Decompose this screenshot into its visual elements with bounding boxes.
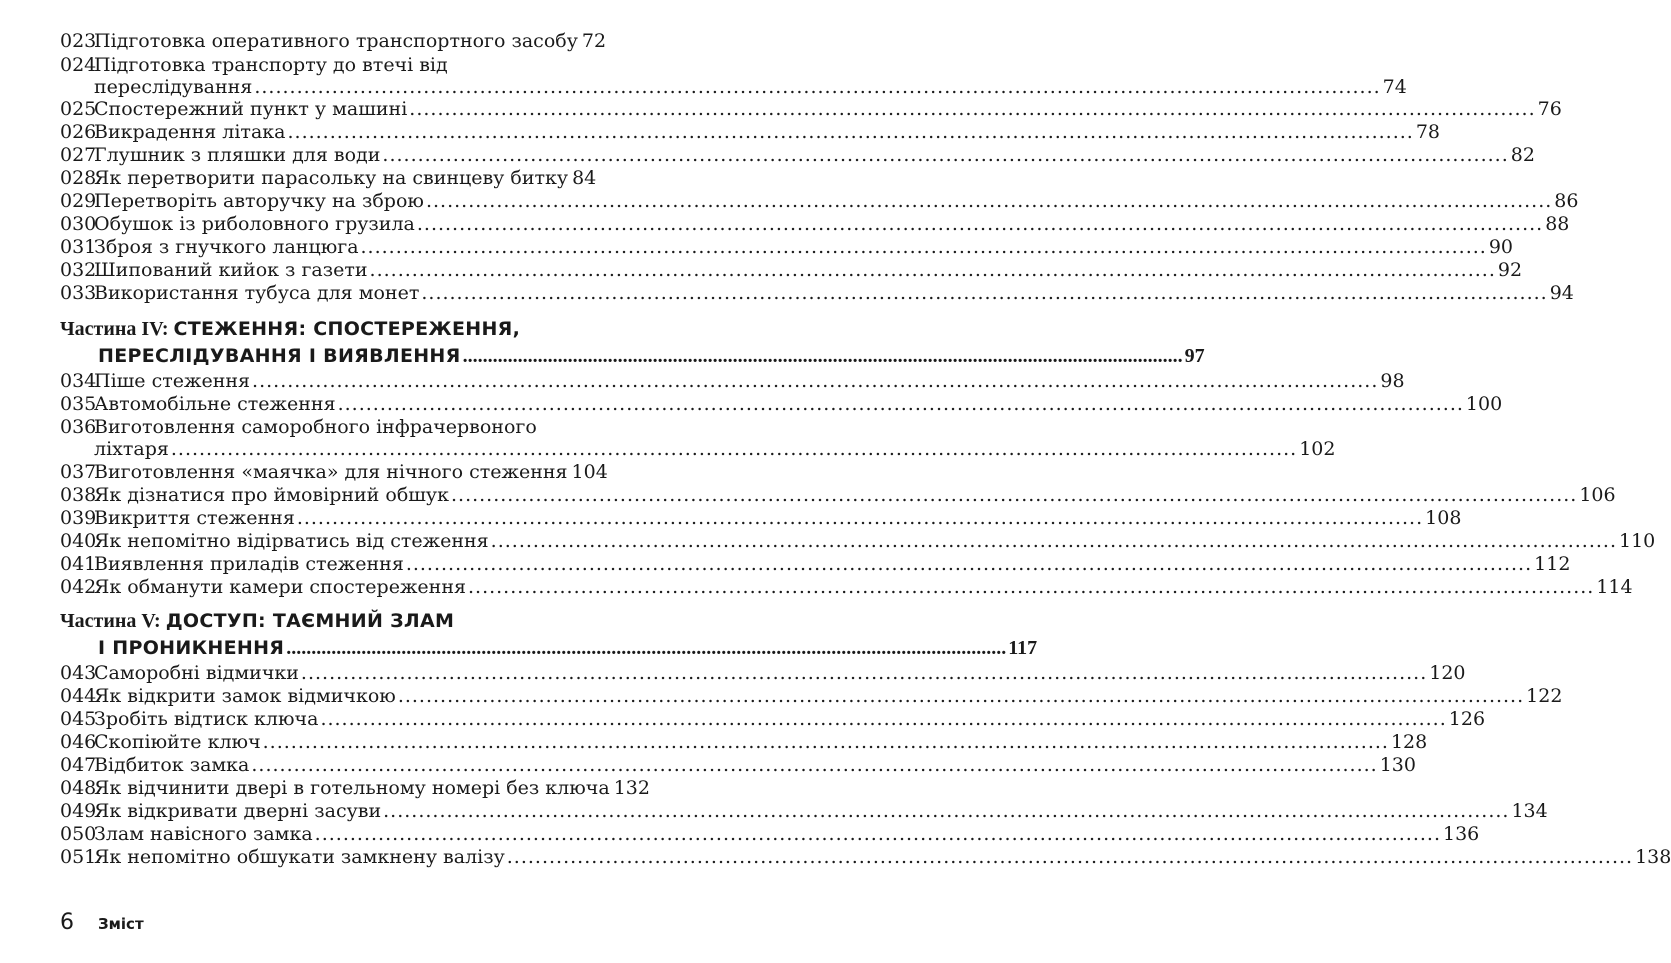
page-number: 6 [60, 910, 74, 935]
dot-leader [297, 507, 1423, 529]
toc-entry-045 [60, 708, 1486, 730]
entry-title: Злам навісного замка [94, 823, 313, 845]
entry-title: Скопіюйте ключ [94, 731, 261, 753]
toc-entry-028 [60, 167, 597, 189]
toc-entry-042 [60, 576, 1633, 598]
dot-leader [171, 438, 1297, 460]
dot-leader [286, 635, 1006, 662]
entry-title: Перетворіть авторучку на зброю [94, 190, 424, 212]
entry-page: 138 [1635, 846, 1671, 868]
entry-number: 027 [60, 144, 97, 166]
entry-page: 102 [1299, 438, 1336, 460]
toc-entry-051 [60, 846, 1671, 868]
dot-leader [287, 121, 1413, 143]
entry-number: 048 [60, 777, 97, 799]
entry-number: 034 [60, 370, 97, 392]
entry-title: Викриття стеження [94, 507, 295, 529]
toc-entry-037 [60, 461, 608, 483]
entry-number: 039 [60, 507, 97, 529]
entry-page: 132 [613, 777, 650, 799]
entry-title: Саморобні відмички [94, 662, 299, 684]
toc-entry-047 [60, 754, 1416, 776]
dot-leader [338, 393, 1464, 415]
entry-number: 030 [60, 213, 97, 235]
toc-entry-043 [60, 662, 1466, 684]
toc-entry-032 [60, 259, 1523, 281]
entry-title: Пішe стеження [94, 370, 251, 392]
entry-title: Зробіть відтиск ключа [94, 708, 319, 730]
part-5-heading [60, 608, 1038, 662]
entry-number: 043 [60, 662, 97, 684]
part-title-line1: ДОСТУП: ТАЄМНИЙ ЗЛАМ [165, 610, 455, 632]
entry-page: 82 [1510, 144, 1535, 166]
part-title-line2: ПЕРЕСЛІДУВАННЯ І ВИЯВЛЕННЯ [98, 345, 461, 367]
dot-leader [468, 576, 1594, 598]
dot-leader [251, 754, 1377, 776]
entry-title: Як відчинити двері в готельному номері без ключа [94, 777, 610, 799]
entry-page: 88 [1545, 213, 1570, 235]
entry-page: 112 [1534, 553, 1571, 575]
dot-leader [409, 98, 1535, 120]
entry-number: 036 [60, 416, 97, 438]
entry-title: Спостережний пункт у машині [94, 98, 408, 120]
toc-entry-034 [60, 370, 1405, 392]
entry-number: 031 [60, 236, 97, 258]
entry-page: 108 [1425, 507, 1462, 529]
entry-number: 025 [60, 98, 97, 120]
toc-entry-050 [60, 823, 1480, 845]
entry-title: Підготовка оперативного транспортного засобу [94, 30, 578, 52]
entry-number: 041 [60, 553, 97, 575]
entry-page: 92 [1497, 259, 1523, 281]
toc-entry-040 [60, 530, 1656, 552]
entry-number: 032 [60, 259, 97, 281]
entry-page: 94 [1549, 282, 1574, 304]
entry-number: 040 [60, 530, 97, 552]
entry-title: Використання тубуса для монет [94, 282, 420, 304]
entry-title: Виявлення приладів стеження [94, 553, 404, 575]
entry-number: 051 [60, 846, 97, 868]
entry-number: 033 [60, 282, 97, 304]
dot-leader [491, 530, 1617, 552]
entry-page: 74 [1382, 76, 1407, 98]
toc-entry-030 [60, 213, 1570, 235]
toc-entry-026 [60, 121, 1440, 143]
dot-leader [370, 259, 1496, 281]
entry-number: 038 [60, 484, 97, 506]
dot-leader [252, 370, 1378, 392]
part-label: Частина V: [60, 610, 161, 632]
entry-page: 98 [1380, 370, 1405, 392]
part-title-line1: СТЕЖЕННЯ: СПОСТЕРЕЖЕННЯ, [173, 318, 521, 340]
entry-page: 122 [1526, 685, 1563, 707]
entry-number: 037 [60, 461, 97, 483]
page-footer [60, 910, 144, 935]
toc-entry-038 [60, 484, 1616, 506]
entry-page: 100 [1465, 393, 1503, 415]
dot-leader [426, 190, 1552, 212]
dot-leader [406, 553, 1532, 575]
entry-title: Обушок із риболовного грузила [94, 213, 415, 235]
entry-number: 026 [60, 121, 97, 143]
toc-entry-033 [60, 282, 1574, 304]
dot-leader [383, 800, 1509, 822]
entry-page: 120 [1429, 662, 1466, 684]
toc-entry-039 [60, 507, 1462, 529]
entry-number: 050 [60, 823, 97, 845]
part-label: Частина IV: [60, 318, 169, 340]
entry-page: 86 [1554, 190, 1579, 212]
dot-leader [417, 213, 1543, 235]
dot-leader [398, 685, 1524, 707]
entry-page: 76 [1537, 98, 1562, 120]
entry-title: Як відкривати дверні засуви [94, 800, 382, 822]
dot-leader [463, 343, 1183, 370]
entry-number: 047 [60, 754, 97, 776]
entry-number: 049 [60, 800, 97, 822]
entry-number: 035 [60, 393, 97, 415]
entry-title: Підготовка транспорту до втечі від [94, 54, 448, 76]
entry-page: 104 [571, 461, 608, 483]
part-4-heading [60, 316, 1205, 370]
toc-entry-048 [60, 777, 650, 799]
dot-leader [320, 708, 1446, 730]
entry-page: 134 [1511, 800, 1548, 822]
entry-page: 110 [1619, 530, 1656, 552]
toc-entry-036 [60, 416, 1336, 460]
part-title-line2: І ПРОНИКНЕННЯ [98, 637, 285, 659]
entry-page: 130 [1379, 754, 1416, 776]
toc-entry-027 [60, 144, 1535, 166]
toc-entry-025 [60, 98, 1562, 120]
toc-entry-044 [60, 685, 1563, 707]
entry-page: 78 [1415, 121, 1440, 143]
entry-number: 024 [60, 54, 97, 76]
entry-number: 045 [60, 708, 97, 730]
running-footer-label: Зміст [98, 915, 144, 933]
toc-entry-046 [60, 731, 1428, 753]
entry-number: 028 [60, 167, 97, 189]
entry-title: Як непомітно відірватись від стеження [94, 530, 489, 552]
entry-page: 106 [1579, 484, 1616, 506]
entry-title: Як обманути камери спостереження [94, 576, 466, 598]
entry-title: Як відкрити замок відмичкою [94, 685, 396, 707]
toc-entry-029 [60, 190, 1579, 212]
entry-page: 72 [581, 30, 607, 52]
dot-leader [451, 484, 1577, 506]
entry-title: Відбиток замка [94, 754, 250, 776]
dot-leader [361, 236, 1487, 258]
dot-leader [263, 731, 1389, 753]
entry-number: 046 [60, 731, 97, 753]
entry-title: Виготовлення саморобного інфрачервоного [94, 416, 537, 438]
entry-title-continued: ліхтаря [94, 438, 169, 460]
entry-number: 042 [60, 576, 97, 598]
entry-page: 114 [1596, 576, 1633, 598]
entry-title: Глушник з пляшки для води [94, 144, 381, 166]
entry-title: Зброя з гнучкого ланцюга [94, 236, 359, 258]
entry-page: 90 [1488, 236, 1514, 258]
entry-title: Автомобільне стеження [94, 393, 336, 415]
part-page: 97 [1184, 345, 1205, 367]
dot-leader [382, 144, 1508, 166]
entry-number: 029 [60, 190, 97, 212]
toc-entry-031 [60, 236, 1514, 258]
entry-title-continued: переслідування [94, 76, 253, 98]
entry-title: Як дізнатися про ймовірний обшук [94, 484, 449, 506]
entry-title: Шипований кийок з газети [94, 259, 368, 281]
dot-leader [301, 662, 1427, 684]
entry-title: Викрадення літака [94, 121, 286, 143]
toc-entry-041 [60, 553, 1571, 575]
entry-page: 126 [1448, 708, 1486, 730]
entry-page: 84 [572, 167, 597, 189]
toc-entry-049 [60, 800, 1548, 822]
entry-title: Як непомітно обшукати замкнену валізу [94, 846, 505, 868]
toc-entry-023 [60, 30, 607, 52]
toc-entry-035 [60, 393, 1503, 415]
toc-entry-024 [60, 54, 1407, 98]
dot-leader [421, 282, 1547, 304]
entry-title: Виготовлення «маячка» для нічного стеження [94, 461, 568, 483]
entry-page: 136 [1443, 823, 1480, 845]
entry-number: 044 [60, 685, 97, 707]
entry-page: 128 [1390, 731, 1428, 753]
entry-title: Як перетворити парасольку на свинцеву битку [94, 167, 569, 189]
part-page: 117 [1008, 637, 1038, 659]
dot-leader [507, 846, 1633, 868]
dot-leader [315, 823, 1441, 845]
dot-leader [254, 76, 1380, 98]
entry-number: 023 [60, 30, 97, 52]
